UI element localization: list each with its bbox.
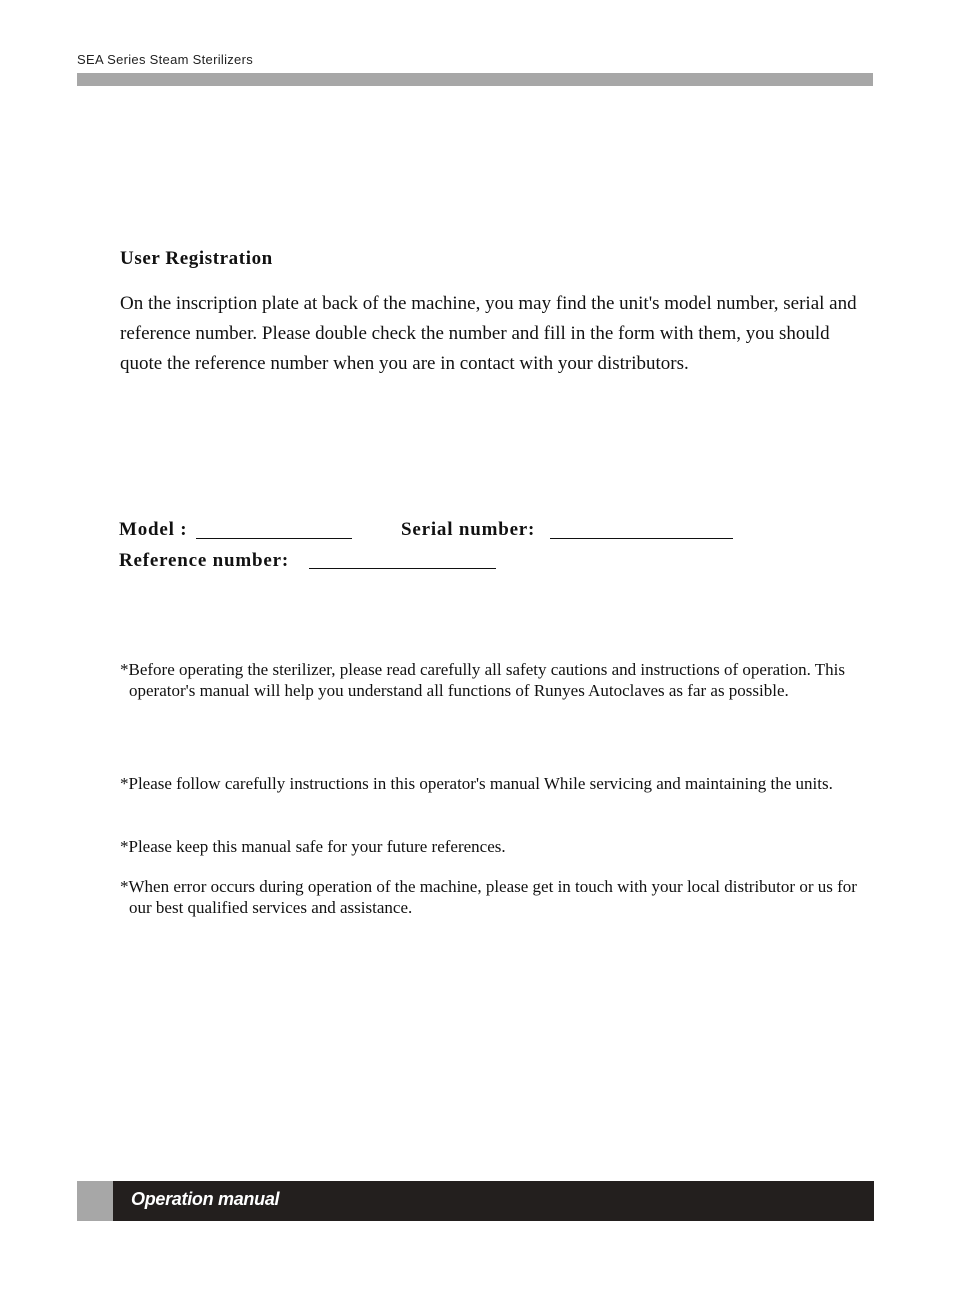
model-field[interactable] <box>196 538 352 539</box>
reference-number-label: Reference number: <box>119 550 289 571</box>
running-header-title: SEA Series Steam Sterilizers <box>77 52 254 67</box>
reference-number-field[interactable] <box>309 568 496 569</box>
note-safety: *Before operating the sterilizer, please read carefully all safety cautions and instructions of operation. This operator's manual will help you understand all functions of Runyes Autoclaves as far as possible. <box>120 660 846 700</box>
section-heading: User Registration <box>120 248 273 269</box>
model-label: Model : <box>119 519 188 540</box>
note-servicing: *Please follow carefully instructions in this operator's manual While servicing and maintaining the units. <box>120 774 833 793</box>
header-divider-bar <box>77 73 873 86</box>
footer-gray-block <box>77 1181 113 1221</box>
footer-label: Operation manual <box>131 1189 280 1209</box>
note-error-contact: *When error occurs during operation of the machine, please get in touch with your local distributor or us for our best qualified services and assistance. <box>120 877 857 917</box>
note-keep-manual: *Please keep this manual safe for your future references. <box>120 837 506 856</box>
serial-number-label: Serial number: <box>401 519 536 540</box>
registration-intro-paragraph: On the inscription plate at back of the machine, you may find the unit's model number, serial and reference number. Please double check the number and fill in the form with them, you should quote the reference number when you are in contact with your distributors. <box>120 293 857 374</box>
serial-number-field[interactable] <box>550 538 733 539</box>
footer-bar <box>113 1181 874 1221</box>
